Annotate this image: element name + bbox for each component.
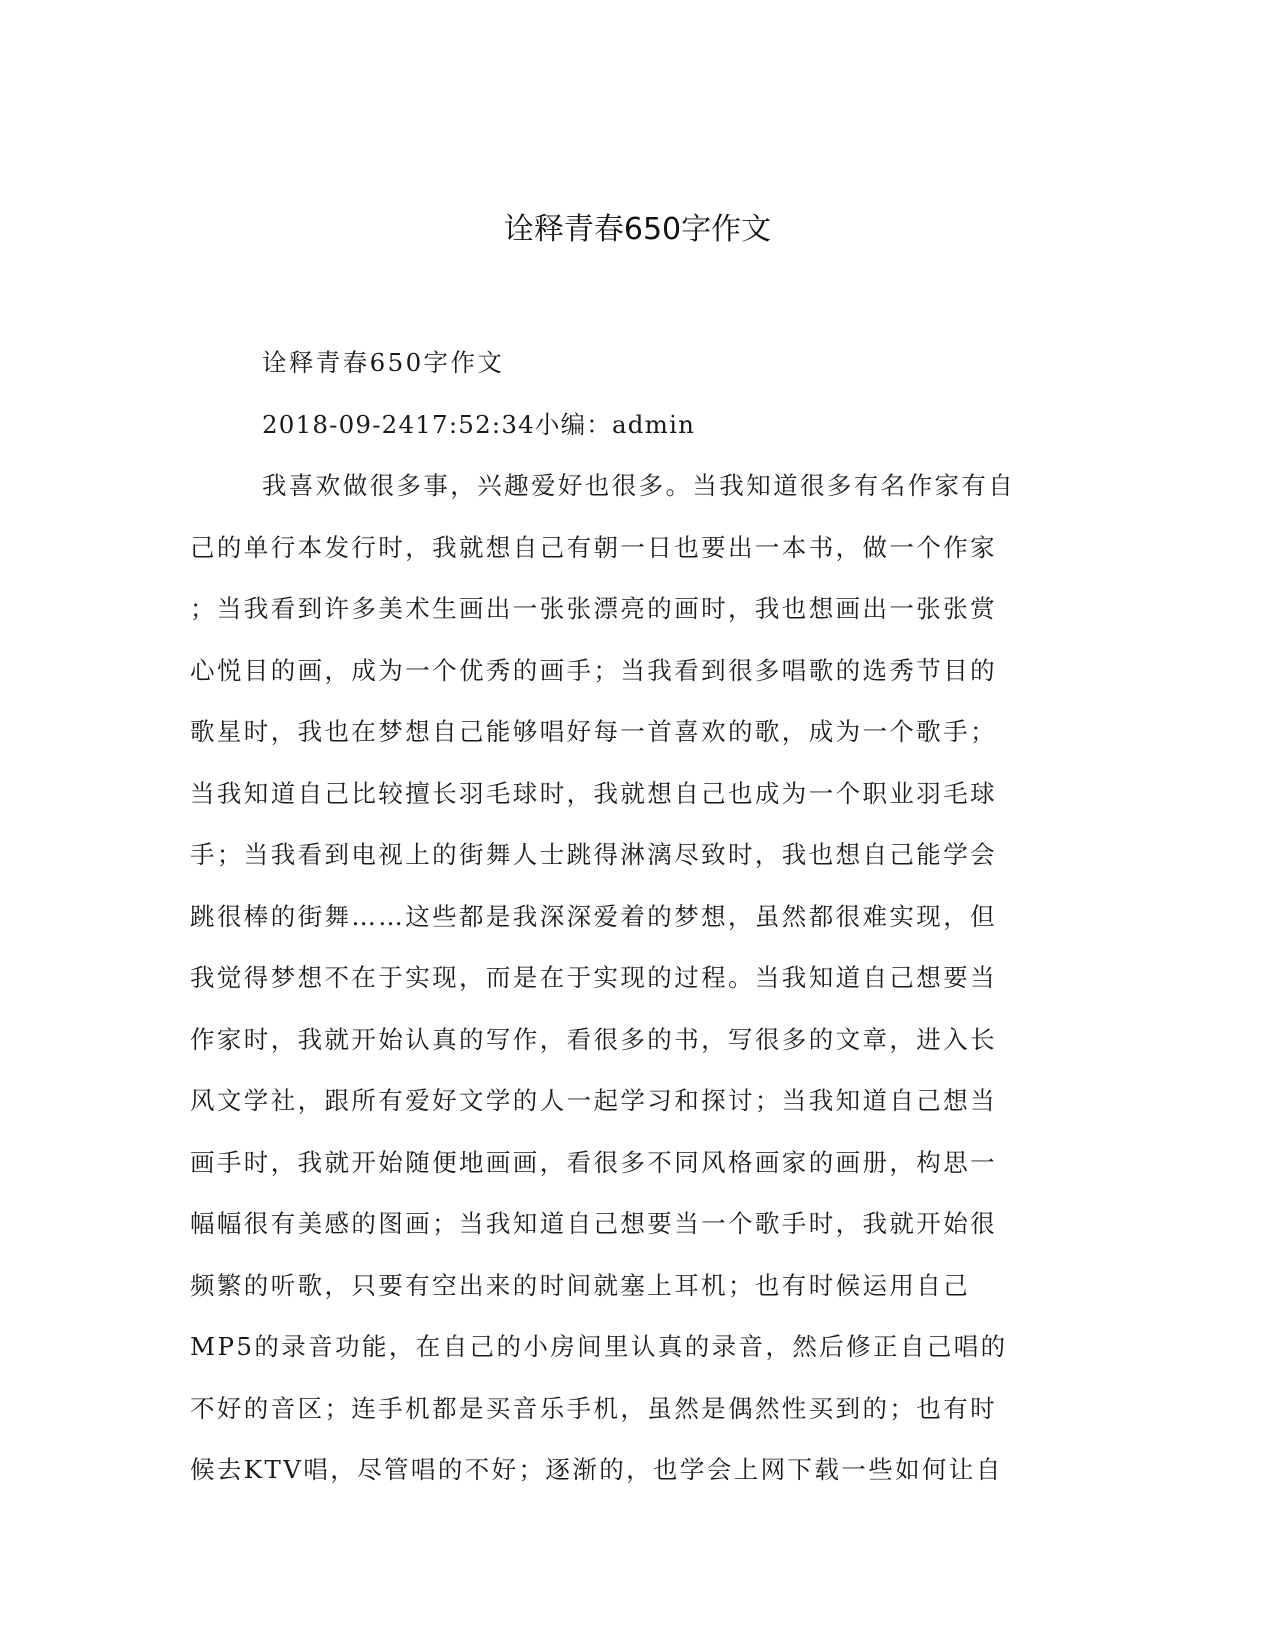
document-title: 诠释青春650字作文 xyxy=(503,212,772,247)
paragraph-line: 心悦目的画，成为一个优秀的画手；当我看到很多唱歌的选秀节目的 xyxy=(190,655,997,685)
meta-line: 2018-09-2417:52:34小编：admin xyxy=(262,409,696,439)
paragraph-line: 手；当我看到电视上的街舞人士跳得淋漓尽致时，我也想自己能学会 xyxy=(190,840,997,869)
paragraph-line: 不好的音区；连手机都是买音乐手机，虽然是偶然性买到的；也有时 xyxy=(190,1393,997,1423)
paragraph-line: 风文学社，跟所有爱好文学的人一起学习和探讨；当我知道自己想当 xyxy=(190,1086,997,1115)
document-body xyxy=(190,332,1080,1501)
paragraph-line: 作家时，我就开始认真的写作，看很多的书，写很多的文章，进入长 xyxy=(190,1024,997,1054)
paragraph-line: 幅幅很有美感的图画；当我知道自己想要当一个歌手时，我就开始很 xyxy=(190,1209,997,1238)
paragraph-line: ；当我看到许多美术生画出一张张漂亮的画时，我也想画出一张张赏 xyxy=(190,594,997,623)
paragraph-line: 己的单行本发行时，我就想自己有朝一日也要出一本书，做一个作家 xyxy=(190,532,997,562)
paragraph-line: 我喜欢做很多事，兴趣爱好也很多。当我知道很多有名作家有自 xyxy=(262,471,1016,500)
paragraph-line: MP5的录音功能，在自己的小房间里认真的录音，然后修正自己唱的 xyxy=(190,1332,1008,1361)
paragraph-line: 我觉得梦想不在于实现，而是在于实现的过程。当我知道自己想要当 xyxy=(190,963,997,992)
paragraph-line: 频繁的听歌，只要有空出来的时间就塞上耳机；也有时候运用自己 xyxy=(190,1270,971,1300)
subtitle-line: 诠释青春650字作文 xyxy=(262,348,505,377)
paragraph-line: 候去KTV唱，尽管唱的不好；逐渐的，也学会上网下载一些如何让自 xyxy=(190,1455,1003,1484)
paragraph-line: 跳很棒的街舞……这些都是我深深爱着的梦想，虽然都很难实现，但 xyxy=(190,901,997,931)
paragraph-line: 画手时，我就开始随便地画画，看很多不同风格画家的画册，构思一 xyxy=(190,1147,997,1177)
paragraph-line: 当我知道自己比较擅长羽毛球时，我就想自己也成为一个职业羽毛球 xyxy=(190,778,997,808)
paragraph-line: 歌星时，我也在梦想自己能够唱好每一首喜欢的歌，成为一个歌手； xyxy=(190,717,997,746)
